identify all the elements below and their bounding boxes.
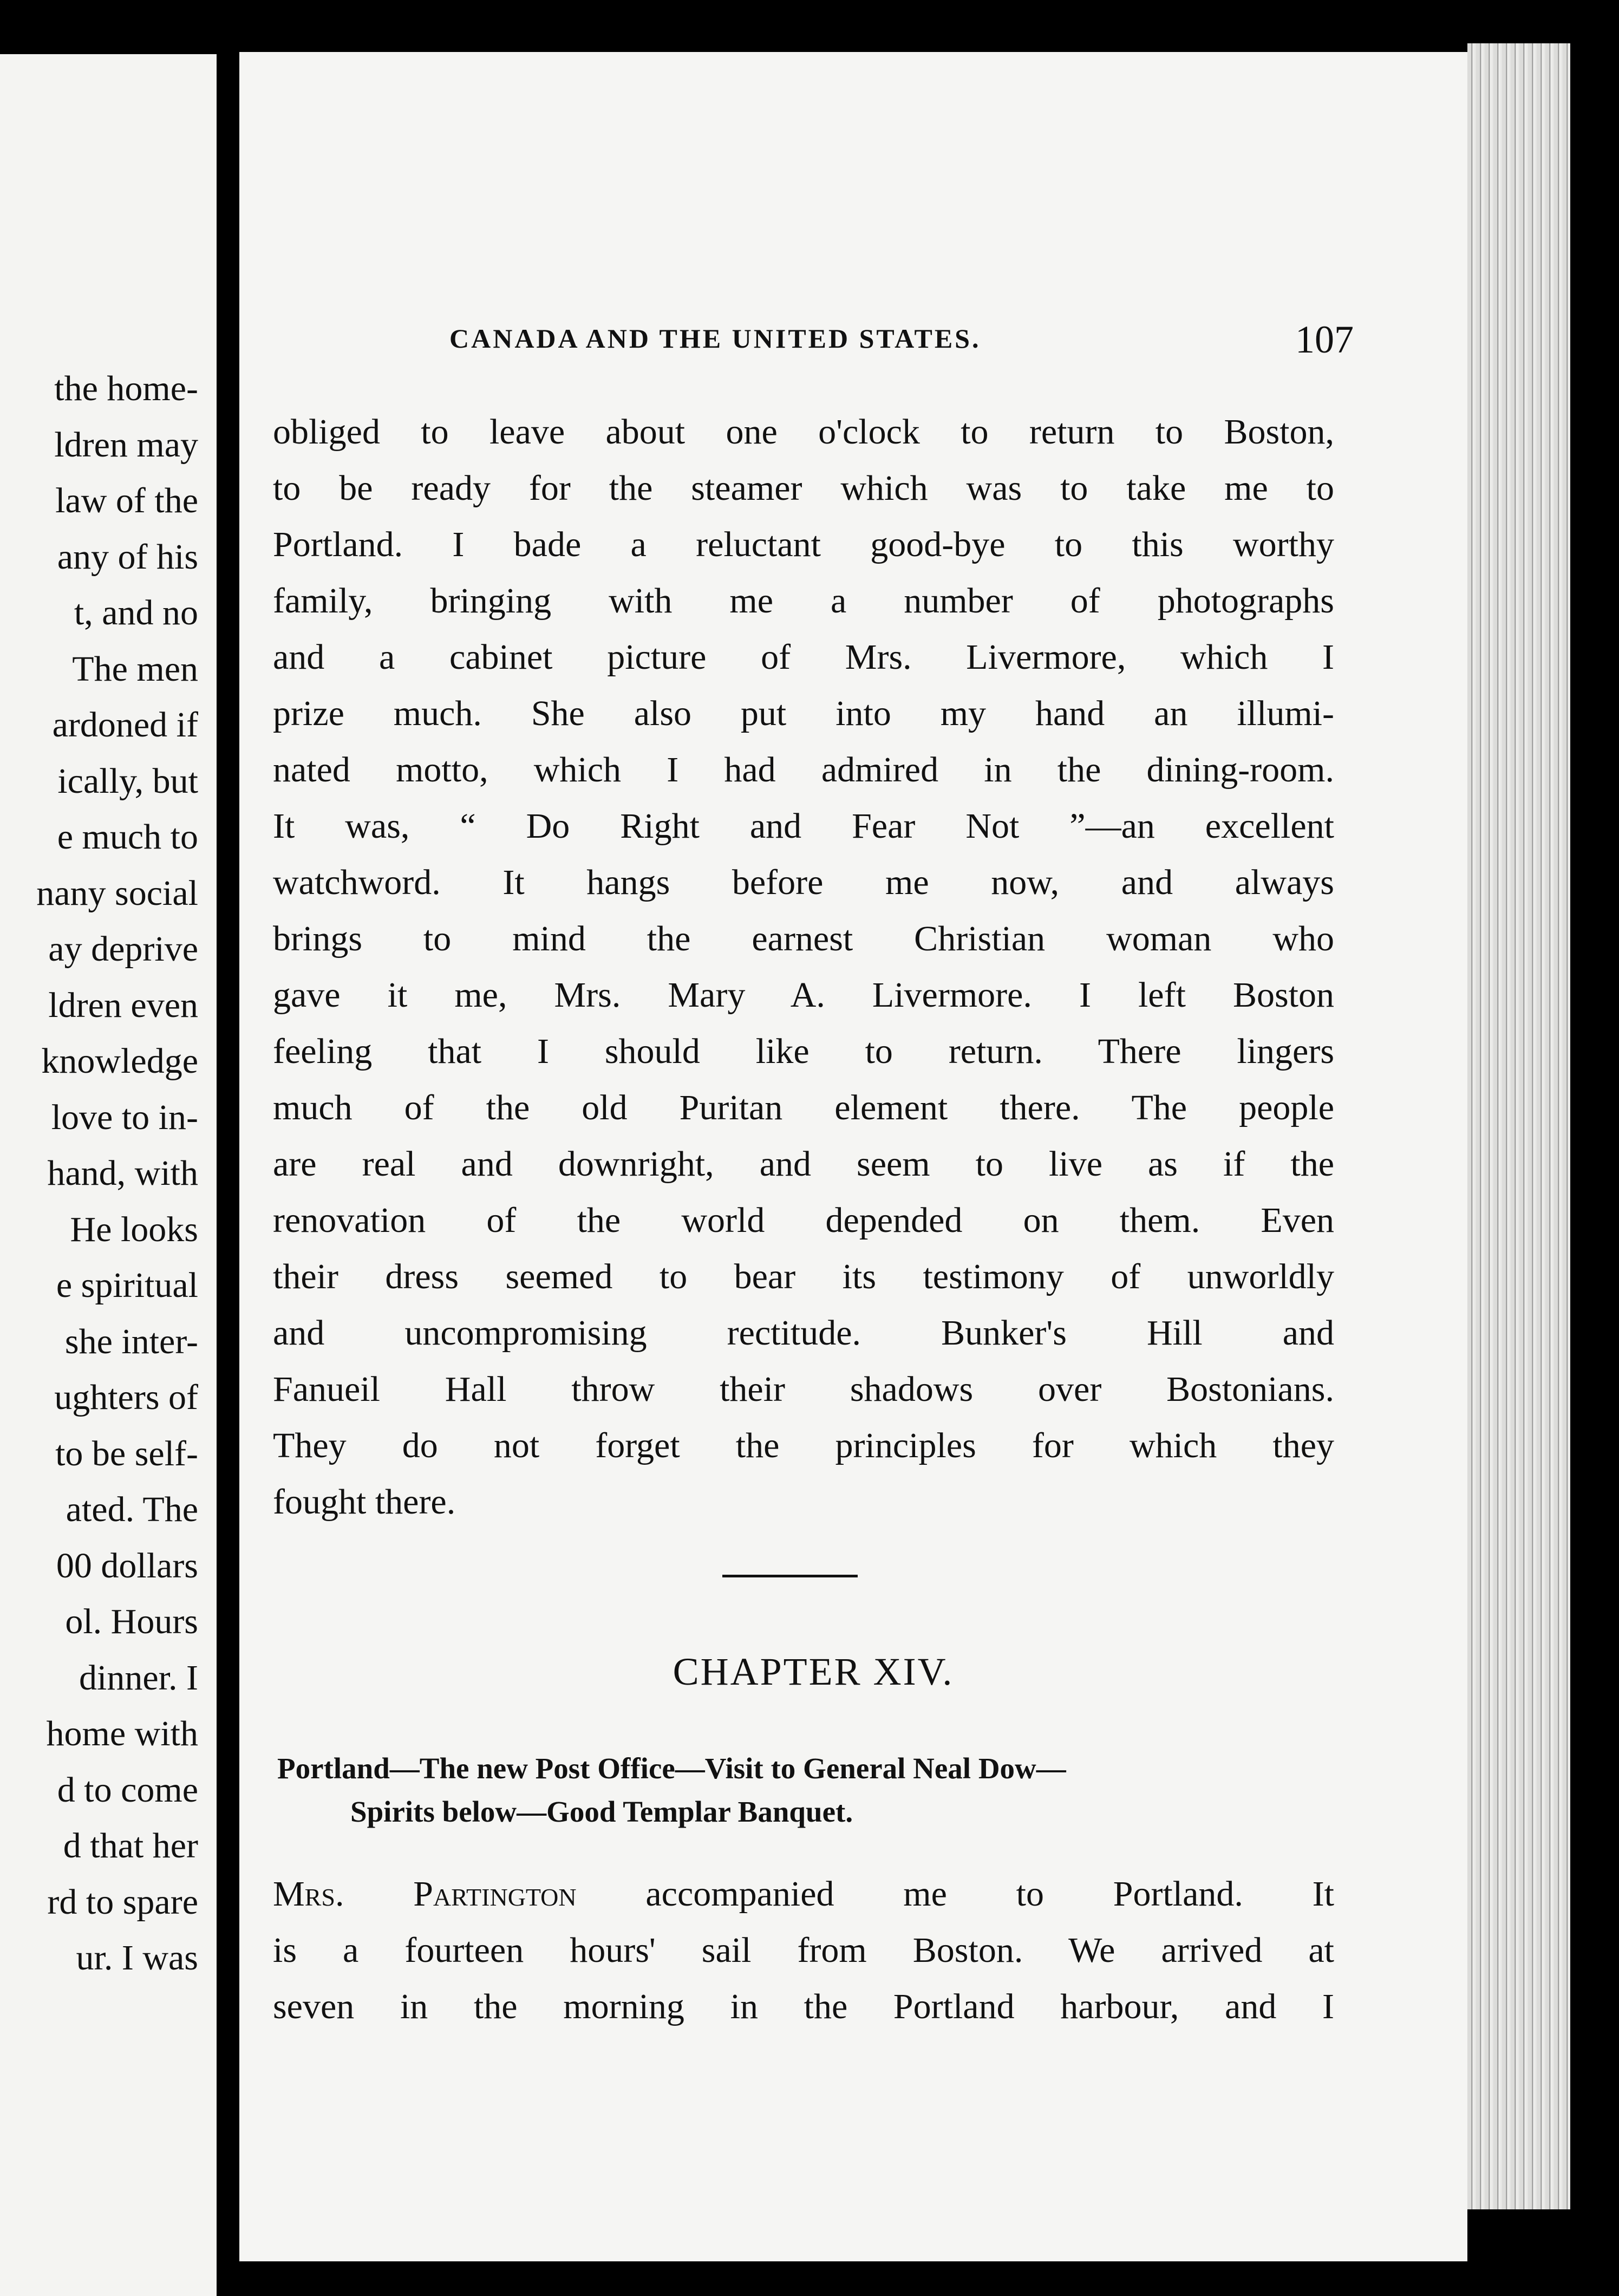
text-line (273, 1866, 1334, 1922)
text-line: their dress seemed to bear its testimony of unworldly (273, 1257, 1334, 1296)
text-line: They do not forget the principles for which they (273, 1426, 1334, 1465)
left-page-line: home with (46, 1714, 198, 1753)
left-page-line: ol. Hours (65, 1602, 198, 1641)
left-facing-page (0, 54, 217, 2296)
page-number: 107 (1295, 318, 1354, 361)
body-paragraph (273, 404, 1334, 1530)
text-line: obliged to leave about one o'clock to return to Boston, (273, 412, 1334, 452)
chapter-title: CHAPTER XIV. (673, 1650, 954, 1693)
left-page-line: ldren may (54, 425, 198, 465)
text-line: is a fourteen hours' sail from Boston. We arrived at (273, 1930, 1334, 1970)
left-page-line: d that her (63, 1826, 198, 1866)
synopsis-line: Portland—The new Post Office—Visit to General Neal Dow— (277, 1752, 1066, 1785)
text-line: brings to mind the earnest Christian woman who (273, 919, 1334, 958)
right-page (239, 52, 1467, 2261)
left-page-line: e spiritual (56, 1266, 198, 1305)
text-line: much of the old Puritan element there. The people (273, 1088, 1334, 1127)
text-line: feeling that I should like to return. There lingers (273, 1032, 1334, 1071)
left-page-line: ldren even (48, 985, 198, 1025)
text-line: and uncompromising rectitude. Bunker's Hill and (273, 1313, 1334, 1353)
left-page-line: knowledge (41, 1041, 198, 1081)
text-line: seven in the morning in the Portland harbour, and I (273, 1987, 1334, 2026)
left-page-line: love to in- (51, 1097, 198, 1137)
text-line: prize much. She also put into my hand an illumi- (273, 694, 1334, 733)
left-page-line: He looks (70, 1209, 198, 1249)
left-page-line: to be self- (55, 1433, 198, 1473)
left-page-line: rd to spare (47, 1882, 198, 1922)
left-page-line: e much to (57, 817, 198, 857)
opening-rest: accompanied me to Portland. It (576, 1874, 1334, 1914)
left-page-line: nany social (36, 873, 198, 913)
text-line: to be ready for the steamer which was to take me to (273, 468, 1334, 508)
left-page-line: ardoned if (52, 705, 198, 745)
left-page-line: hand, with (47, 1153, 198, 1193)
chapter-synopsis (277, 1747, 1339, 1834)
page-edges (1467, 43, 1570, 2209)
text-line: nated motto, which I had admired in the dining-room. (273, 750, 1334, 790)
opening-name: Mrs. Partington (273, 1874, 577, 1914)
section-divider (722, 1575, 858, 1577)
text-line: fought there. (273, 1482, 456, 1522)
left-page-line: ated. The (66, 1490, 198, 1529)
text-line: watchword. It hangs before me now, and always (273, 863, 1334, 902)
text-line: renovation of the world depended on them. Even (273, 1201, 1334, 1240)
page-header (449, 317, 1354, 361)
book-gutter (217, 0, 239, 2296)
left-page-line: ically, but (57, 761, 198, 801)
left-page-line: ay deprive (48, 929, 198, 969)
background-edge (1570, 0, 1619, 2296)
text-line: are real and downright, and seem to live as if the (273, 1144, 1334, 1184)
left-page-line: ur. I was (76, 1938, 198, 1978)
left-page-line: t, and no (74, 593, 198, 632)
left-page-line: any of his (57, 537, 198, 577)
left-page-line: she inter- (64, 1321, 198, 1361)
left-page-line: the home- (54, 369, 198, 408)
left-page-line: The men (72, 649, 198, 689)
text-line: It was, “ Do Right and Fear Not ”—an excellent (273, 806, 1334, 846)
synopsis-line: Spirits below—Good Templar Banquet. (350, 1795, 853, 1828)
running-head: CANADA AND THE UNITED STATES. (449, 323, 981, 354)
text-line: family, bringing with me a number of photographs (273, 581, 1334, 621)
text-line: and a cabinet picture of Mrs. Livermore, which I (273, 637, 1334, 677)
text-line: Fanueil Hall throw their shadows over Bostonians. (273, 1369, 1334, 1409)
left-page-line: dinner. I (79, 1658, 198, 1698)
chapter-opening-paragraph (273, 1866, 1334, 2035)
left-page-line: ughters of (54, 1378, 198, 1417)
left-page-line: d to come (57, 1770, 198, 1810)
left-page-line: law of the (55, 481, 198, 520)
text-line: Portland. I bade a reluctant good-bye to this worthy (273, 525, 1334, 564)
left-page-line: 00 dollars (56, 1545, 198, 1586)
text-line: gave it me, Mrs. Mary A. Livermore. I left Boston (273, 975, 1334, 1015)
